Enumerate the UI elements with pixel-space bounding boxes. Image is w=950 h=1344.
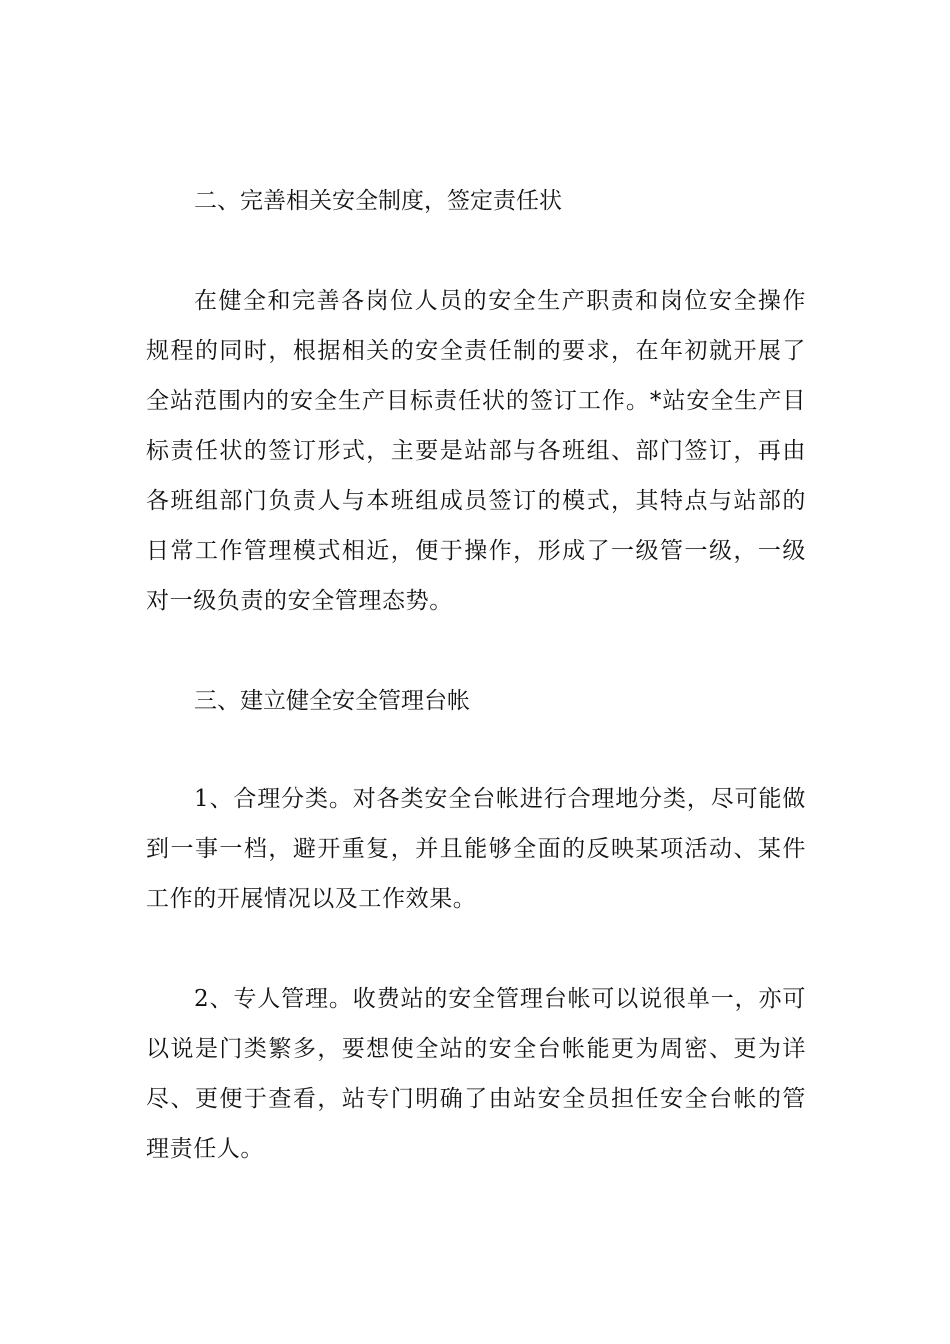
- section-heading-2: 二、完善相关安全制度，签定责任状: [194, 188, 562, 214]
- list-item-2: 2、专人管理。收费站的安全管理台帐可以说很单一，亦可以说是门类繁多，要想使全站的安全台帐能更为周密、更为详尽、更便于查看，站专门明确了由站安全员担任安全台帐的管理责任人。: [146, 986, 806, 1162]
- section-heading-3: 三、建立健全安全管理台帐: [194, 688, 470, 714]
- list-item-1: 1、合理分类。对各类安全台帐进行合理地分类，尽可能做到一事一档，避开重复，并且能够全面的反映某项活动、某件工作的开展情况以及工作效果。: [146, 786, 806, 912]
- section-2-paragraph: 在健全和完善各岗位人员的安全生产职责和岗位安全操作规程的同时，根据相关的安全责任制的要求，在年初就开展了全站范围内的安全生产目标责任状的签订工作。*站安全生产目标责任状的签订形式，主要是站部与各班组、部门签订，再由各班组部门负责人与本班组成员签订的模式，其特点与站部的日常工作管理模式相近，便于操作，形成了一级管一级，一级对一级负责的安全管理态势。: [146, 288, 806, 614]
